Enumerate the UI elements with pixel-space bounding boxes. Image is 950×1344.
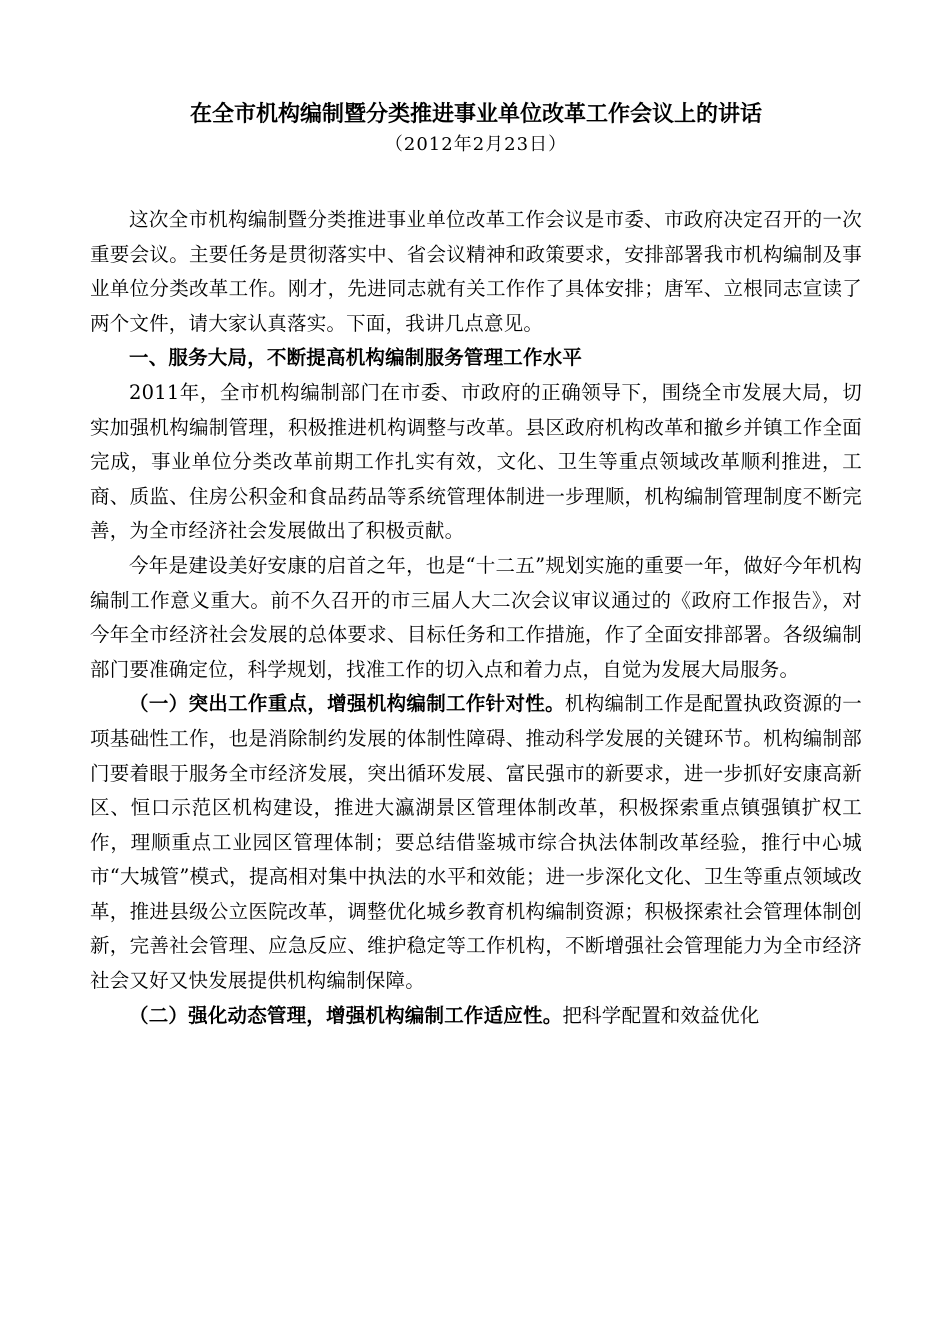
paragraph-intro <box>90 203 862 341</box>
paragraph-2011-review <box>90 376 862 549</box>
subsection-lead: （一）突出工作重点，增强机构编制工作针对性。 <box>129 692 565 716</box>
heading-text: 一、服务大局，不断提高机构编制服务管理工作水平 <box>129 346 583 370</box>
paragraph-text: 机构编制工作是配置执政资源的一项基础性工作，也是消除制约发展的体制性障碍、推动科学发展的关键环节。机构编制部门要着眼于服务全市经济发展，突出循环发展、富民强市的新要求，进一步抓好安康高新区、恒口示范区机构建设，推进大瀛湖景区管理体制改革，积极探索重点镇强镇扩权工作，理顺重点工业园区管理体制；要总结借鉴城市综合执法体制改革经验，推行中心城市“大城管”模式，提高相对集中执法的水平和效能；进一步深化文化、卫生等重点领域改革，推进县级公立医院改革，调整优化城乡教育机构编制资源；积极探索社会管理体制创新，完善社会管理、应急反应、维护稳定等工作机构，不断增强社会管理能力为全市经济社会又好又快发展提供机构编制保障。 <box>90 692 862 993</box>
paragraph-text: 把科学配置和效益优化 <box>562 1003 760 1027</box>
paragraph-subsection-2 <box>90 999 862 1034</box>
paragraph-text: 这次全市机构编制暨分类推进事业单位改革工作会议是市委、市政府决定召开的一次重要会议。主要任务是贯彻落实中、省会议精神和政策要求，安排部署我市机构编制及事业单位分类改革工作。刚才，先进同志就有关工作作了具体安排；唐军、立根同志宣读了两个文件，请大家认真落实。下面，我讲几点意见。 <box>90 208 862 335</box>
paragraph-subsection-1 <box>90 687 862 998</box>
paragraph-text: 2011年，全市机构编制部门在市委、市政府的正确领导下，围绕全市发展大局，切实加强机构编制管理，积极推进机构调整与改革。县区政府机构改革和撤乡并镇工作全面完成，事业单位分类改革前期工作扎实有效，文化、卫生等重点领域改革顺利推进，工商、质监、住房公积金和食品药品等系统管理体制进一步理顺，机构编制管理制度不断完善，为全市经济社会发展做出了积极贡献。 <box>90 380 862 543</box>
paragraph-text: 今年是建设美好安康的启首之年，也是“十二五”规划实施的重要一年，做好今年机构编制工作意义重大。前不久召开的市三届人大二次会议审议通过的《政府工作报告》，对今年全市经济社会发展的总体要求、目标任务和工作措施，作了全面安排部署。各级编制部门要准确定位，科学规划，找准工作的切入点和着力点，自觉为发展大局服务。 <box>90 553 862 681</box>
document-date: （2012年2月23日） <box>384 134 568 155</box>
subsection-lead: （二）强化动态管理，增强机构编制工作适应性。 <box>129 1003 563 1027</box>
document-title: 在全市机构编制暨分类推进事业单位改革工作会议上的讲话 <box>189 101 762 127</box>
section-heading-1 <box>90 341 862 376</box>
paragraph-this-year <box>90 549 862 687</box>
document-body <box>90 203 862 1033</box>
